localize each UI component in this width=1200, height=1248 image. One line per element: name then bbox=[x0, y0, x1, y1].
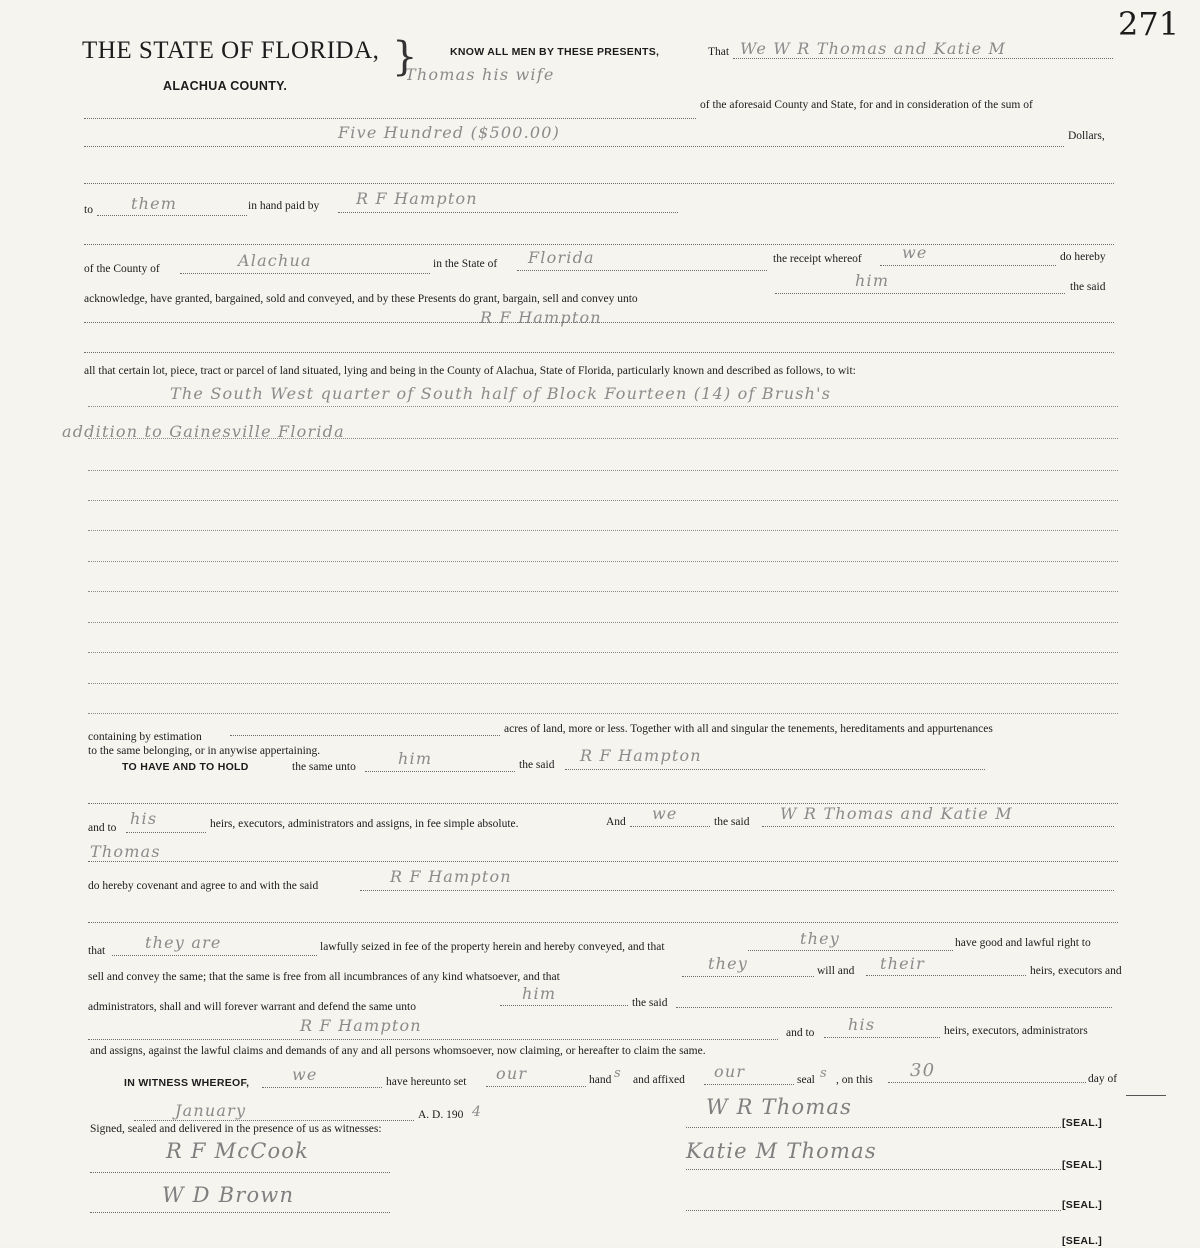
sell-and-convey-text: sell and convey the same; that the same is free from all incumbrances of any kind whatsoever, and that bbox=[88, 971, 560, 983]
day-handwritten: 30 bbox=[910, 1060, 936, 1081]
hands-s-handwritten: s bbox=[614, 1066, 622, 1081]
convey-unto-handwritten: him bbox=[855, 271, 890, 290]
state-heading: THE STATE OF FLORIDA, bbox=[82, 37, 380, 64]
seal-label-3: [SEAL.] bbox=[1062, 1199, 1103, 1211]
description-line-5 bbox=[88, 530, 1118, 531]
the-said-label-3: the said bbox=[714, 816, 750, 828]
grantor-line-2 bbox=[84, 118, 696, 119]
witness1-signature: R F McCook bbox=[166, 1139, 310, 1163]
witness-line-2 bbox=[90, 1212, 390, 1213]
and-to-label: and to bbox=[88, 822, 117, 834]
grantor2-signature: Katie M Thomas bbox=[686, 1139, 877, 1163]
sig-line-2 bbox=[686, 1169, 1061, 1170]
grantee-line bbox=[84, 322, 1114, 323]
and-we-line bbox=[630, 826, 710, 827]
county-heading: ALACHUA COUNTY. bbox=[163, 79, 288, 93]
sig-line-1 bbox=[686, 1127, 1061, 1128]
sum-handwritten: Five Hundred ($500.00) bbox=[338, 123, 561, 142]
that-they-2-line bbox=[682, 976, 814, 977]
have-hereunto-set: have hereunto set bbox=[386, 1076, 467, 1088]
header-brace: } bbox=[392, 34, 418, 80]
heirs-executors-and-text: heirs, executors and bbox=[1030, 965, 1122, 977]
that-they-handwritten: they are bbox=[145, 933, 222, 952]
all-that-certain-text: all that certain lot, piece, tract or parcel of land situated, lying and being in the County of Alachua, State of Florida, particularly known and described as follows, to wit: bbox=[84, 365, 856, 377]
description-handwritten-2: addition to Gainesville Florida bbox=[62, 422, 345, 441]
administrators-shall-text: administrators, shall and will forever warrant and defend the same unto bbox=[88, 1001, 416, 1013]
their-handwritten: their bbox=[880, 954, 925, 973]
seals-s-handwritten: s bbox=[820, 1066, 828, 1081]
acknowledge-text: acknowledge, have granted, bargained, sold and conveyed, and by these Presents do grant, bargain, sell and convey unto bbox=[84, 293, 638, 305]
grantors-handwritten-1: We W R Thomas and Katie M bbox=[740, 39, 1007, 58]
receipt-handwritten: we bbox=[902, 243, 928, 262]
dollars-label: Dollars, bbox=[1068, 130, 1105, 142]
description-line-1 bbox=[88, 406, 1118, 407]
have-good-text: have good and lawful right to bbox=[955, 937, 1091, 949]
county-line bbox=[180, 273, 430, 274]
and-to-handwritten: his bbox=[130, 809, 158, 828]
and-to-2-line bbox=[824, 1037, 940, 1038]
description-line-11 bbox=[88, 713, 1118, 714]
that-they-line bbox=[112, 955, 317, 956]
receipt-line bbox=[880, 265, 1056, 266]
will-and-text: will and bbox=[817, 965, 855, 977]
the-said-label-4: the said bbox=[632, 997, 668, 1009]
in-witness-label: IN WITNESS WHEREOF, bbox=[124, 1077, 250, 1089]
and-we-handwritten: we bbox=[652, 804, 678, 823]
grantors-handwritten-2: Thomas his wife bbox=[405, 65, 555, 84]
defend-said-line-2 bbox=[88, 1039, 778, 1040]
paid-by-line bbox=[338, 212, 678, 213]
description-line-8 bbox=[88, 622, 1118, 623]
and-to-label-2: and to bbox=[786, 1027, 815, 1039]
receipt-label: the receipt whereof bbox=[773, 253, 862, 265]
blank-line-5 bbox=[88, 922, 1118, 923]
description-line-3 bbox=[88, 470, 1118, 471]
witness-we-handwritten: we bbox=[292, 1065, 318, 1084]
seal-label: seal bbox=[797, 1074, 815, 1086]
that-label-2: that bbox=[88, 945, 106, 957]
grantors-said-line bbox=[762, 826, 1114, 827]
description-line-7 bbox=[88, 591, 1118, 592]
description-line-10 bbox=[88, 683, 1118, 684]
and-to-line bbox=[126, 832, 206, 833]
and-label: And bbox=[606, 816, 626, 828]
grantor1-signature: W R Thomas bbox=[706, 1095, 853, 1119]
their-line bbox=[866, 975, 1026, 976]
sum-line bbox=[84, 146, 1064, 147]
covenant-text: do hereby covenant and agree to and with the said bbox=[88, 880, 319, 892]
blank-line-2 bbox=[84, 244, 1114, 245]
have-hold-unto-handwritten: him bbox=[398, 749, 433, 768]
day-line bbox=[888, 1082, 1086, 1083]
blank-line-1 bbox=[84, 183, 1114, 184]
county-handwritten: Alachua bbox=[238, 251, 312, 270]
the-said-label-1: the said bbox=[1070, 281, 1106, 293]
that-they-2-handwritten: they bbox=[708, 954, 749, 973]
seal-label-4: [SEAL.] bbox=[1062, 1235, 1103, 1247]
page-number: 271 bbox=[1118, 5, 1180, 43]
month-handwritten: January bbox=[175, 1101, 247, 1120]
witness2-signature: W D Brown bbox=[162, 1183, 295, 1207]
day-of-label: day of bbox=[1088, 1073, 1118, 1085]
convey-unto-line bbox=[775, 293, 1065, 294]
to-same-text: to the same belonging, or in anywise appertaining. bbox=[88, 745, 321, 757]
description-handwritten-1: The South West quarter of South half of Block Fourteen (14) of Brush's bbox=[170, 384, 832, 403]
ad-label: A. D. 190 bbox=[418, 1109, 464, 1121]
grantors-cont-line bbox=[88, 861, 1118, 862]
know-all-men: KNOW ALL MEN BY THESE PRESENTS, bbox=[450, 46, 660, 58]
witness-line-1 bbox=[90, 1172, 390, 1173]
the-said-label-2: the said bbox=[519, 759, 555, 771]
in-hand-paid-by: in hand paid by bbox=[248, 200, 320, 212]
signed-sealed-text: Signed, sealed and delivered in the presence of us as witnesses: bbox=[90, 1123, 382, 1135]
to-line bbox=[97, 215, 247, 216]
defend-unto-line bbox=[500, 1005, 628, 1006]
description-line-4 bbox=[88, 500, 1118, 501]
on-this-label: , on this bbox=[836, 1074, 873, 1086]
set-our-line bbox=[486, 1086, 586, 1087]
and-affixed-label: and affixed bbox=[633, 1074, 685, 1086]
heirs-fee-simple: heirs, executors, administrators and assigns, in fee simple absolute. bbox=[210, 818, 519, 830]
defend-said-line bbox=[676, 1007, 1112, 1008]
acres-text: acres of land, more or less. Together with all and singular the tenements, hereditaments and appurtenances bbox=[504, 723, 993, 735]
margin-stroke bbox=[1126, 1095, 1166, 1096]
heirs-executors-administrators: heirs, executors, administrators bbox=[944, 1025, 1088, 1037]
have-hold-said-line bbox=[565, 769, 985, 770]
lawfully-seized-text: lawfully seized in fee of the property herein and hereby conveyed, and that bbox=[320, 941, 665, 953]
and-to-2-handwritten: his bbox=[848, 1015, 876, 1034]
have-hold-unto-line bbox=[365, 771, 515, 772]
acres-line bbox=[230, 735, 500, 736]
sig-line-3 bbox=[686, 1210, 1061, 1211]
covenant-handwritten: R F Hampton bbox=[390, 867, 512, 886]
of-county-label: of the County of bbox=[84, 263, 160, 275]
to-handwritten: them bbox=[131, 194, 178, 213]
hand-label: hand bbox=[589, 1074, 612, 1086]
blank-line-3 bbox=[84, 352, 1114, 353]
and-that-they-line bbox=[748, 950, 953, 951]
same-unto-label: the same unto bbox=[292, 761, 356, 773]
in-state-label: in the State of bbox=[433, 258, 498, 270]
state-line bbox=[517, 270, 767, 271]
defend-unto-handwritten: him bbox=[522, 984, 557, 1003]
grantee-handwritten: R F Hampton bbox=[480, 308, 602, 327]
have-hold-said-handwritten: R F Hampton bbox=[580, 746, 702, 765]
seal-label-2: [SEAL.] bbox=[1062, 1159, 1103, 1171]
aforesaid-text: of the aforesaid County and State, for and in consideration of the sum of bbox=[700, 99, 1033, 111]
grantors-cont-handwritten: Thomas bbox=[90, 842, 161, 861]
witness-we-line bbox=[262, 1087, 382, 1088]
and-that-they-handwritten: they bbox=[800, 929, 841, 948]
that-label: That bbox=[708, 46, 730, 58]
do-hereby-label: do hereby bbox=[1060, 251, 1106, 263]
to-label: to bbox=[84, 204, 93, 216]
seal-label-1: [SEAL.] bbox=[1062, 1117, 1103, 1129]
year-digit-handwritten: 4 bbox=[472, 1104, 483, 1120]
to-have-and-hold: TO HAVE AND TO HOLD bbox=[122, 761, 249, 773]
affixed-our-line bbox=[704, 1084, 794, 1085]
containing-label: containing by estimation bbox=[88, 731, 202, 743]
description-line-6 bbox=[88, 561, 1118, 562]
paid-by-handwritten: R F Hampton bbox=[356, 189, 478, 208]
covenant-line bbox=[360, 890, 1114, 891]
defend-said-handwritten: R F Hampton bbox=[300, 1016, 422, 1035]
description-line-9 bbox=[88, 652, 1118, 653]
and-assigns-text: and assigns, against the lawful claims and demands of any and all persons whomsoever, now claiming, or hereafter to claim the same. bbox=[90, 1045, 706, 1057]
state-handwritten: Florida bbox=[528, 248, 595, 267]
grantors-said-handwritten: W R Thomas and Katie M bbox=[780, 804, 1013, 823]
month-line bbox=[134, 1120, 414, 1121]
set-our-handwritten: our bbox=[496, 1064, 528, 1083]
affixed-our-handwritten: our bbox=[714, 1062, 746, 1081]
description-line-2 bbox=[88, 438, 1118, 439]
grantor-line-1 bbox=[733, 58, 1113, 59]
